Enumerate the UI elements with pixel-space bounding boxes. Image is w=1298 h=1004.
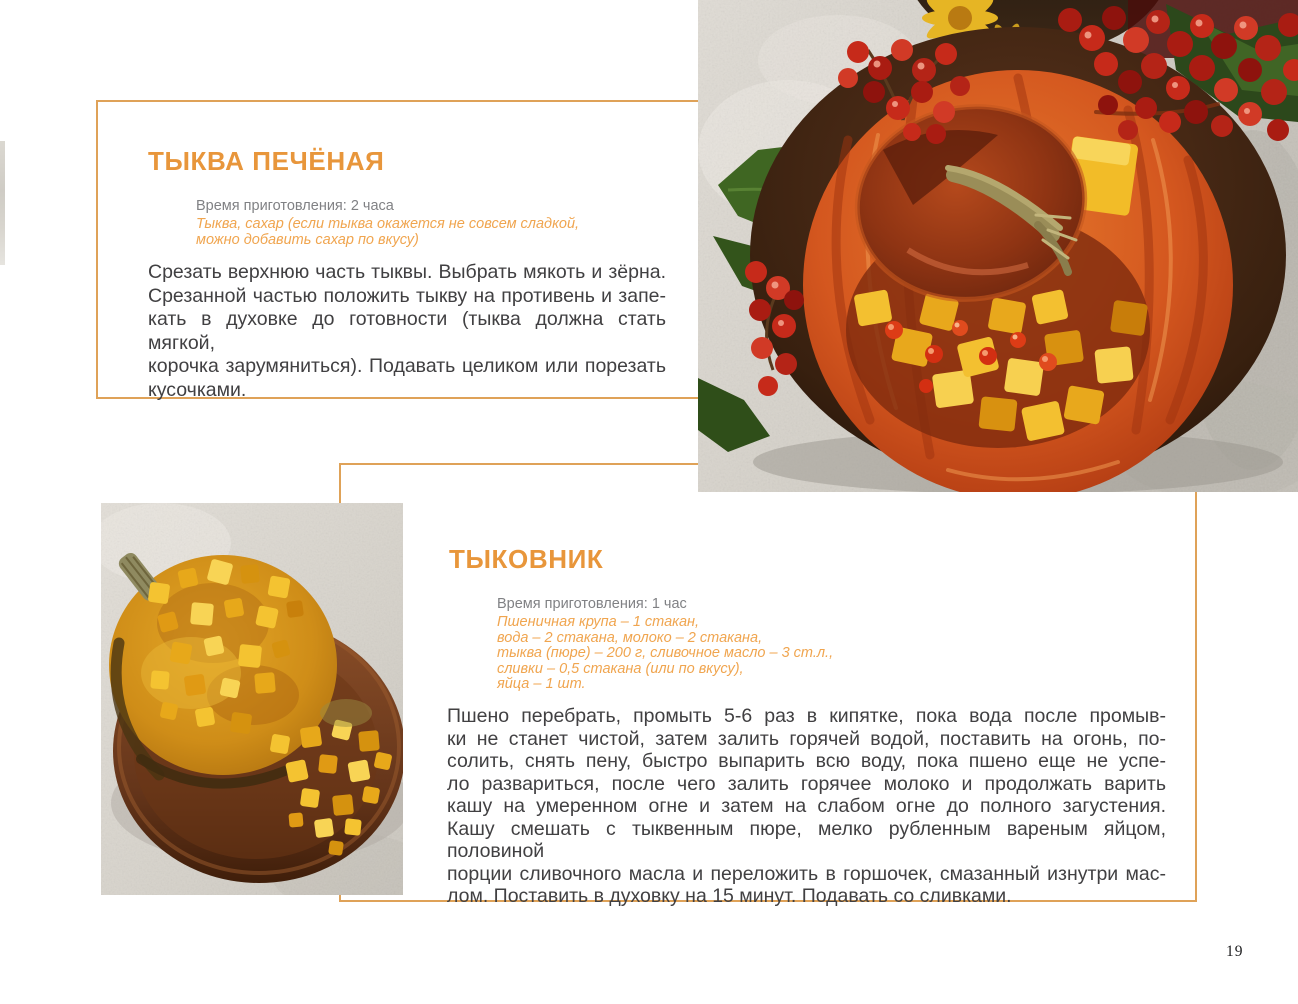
ingredient-line: сливки – 0,5 стакана (или по вкусу), [497, 660, 744, 677]
instruction-line: кать в духовке до готовности (тыква должна стать мягкой, [148, 308, 666, 354]
ingredient-line: тыква (пюре) – 200 г, сливочное масло – 3 ст.л., [497, 645, 834, 662]
recipe-card-baked-pumpkin [96, 100, 713, 399]
instruction-line: ло развариться, после чего залить горячее молоко и продолжать варить [447, 772, 1166, 795]
ingredient-line: вода – 2 стакана, молоко – 2 стакана, [497, 629, 763, 646]
instruction-line: Срезанной частью положить тыкву на противень и запе- [148, 284, 666, 307]
recipe-instructions [447, 705, 1166, 908]
cook-time: Время приготовления: 2 часа [196, 198, 394, 214]
recipe-card-tykovnik [339, 463, 1197, 907]
instruction-line: кашу на умеренном огне и затем на слабом огне до полного загустения. [447, 795, 1166, 817]
left-edge-photo-sliver [0, 141, 5, 265]
ingredient-line: Тыква, сахар (если тыква окажется не совсем сладкой, [196, 216, 580, 232]
ingredient-line: Пшеничная крупа – 1 стакан, [497, 614, 700, 630]
recipe-instructions [148, 261, 666, 402]
ingredient-line: можно добавить сахар по вкусу) [196, 231, 419, 248]
photo-baked-pumpkin-slices [101, 503, 403, 895]
instruction-line: Срезать верхнюю часть тыквы. Выбрать мякоть и зёрна. [148, 261, 666, 283]
page-number: 19 [1226, 943, 1244, 960]
instruction-line: Пшено перебрать, промыть 5-6 раз в кипятке, пока вода после промыв- [447, 705, 1166, 727]
ingredients-list [196, 217, 579, 248]
instruction-line: Кашу смешать с тыквенным пюре, мелко рубленным вареным яйцом, половиной [447, 817, 1166, 862]
instruction-line: ки не станет чистой, затем залить горячей водой, поставить на огонь, по- [447, 727, 1166, 750]
ingredient-line: яйца – 1 шт. [497, 676, 586, 693]
recipe-title: ТЫКВА ПЕЧЁНАЯ [148, 146, 385, 176]
instruction-line: корочка зарумяниться). Подавать целиком или порезать [148, 355, 666, 377]
photo-whole-baked-pumpkin [698, 0, 1298, 492]
instruction-line: кусочками. [148, 378, 247, 401]
instruction-line: лом. Поставить в духовку на 15 минут. Подавать со сливками. [447, 885, 1012, 907]
instruction-line: солить, снять пену, быстро выпарить всю воду, пока пшено еще не успе- [447, 750, 1166, 772]
ingredients-list [497, 615, 833, 693]
cook-time: Время приготовления: 1 час [497, 596, 687, 612]
instruction-line: порции сливочного масла и переложить в горшочек, смазанный изнутри мас- [447, 862, 1166, 885]
recipe-title: ТЫКОВНИК [449, 544, 604, 574]
